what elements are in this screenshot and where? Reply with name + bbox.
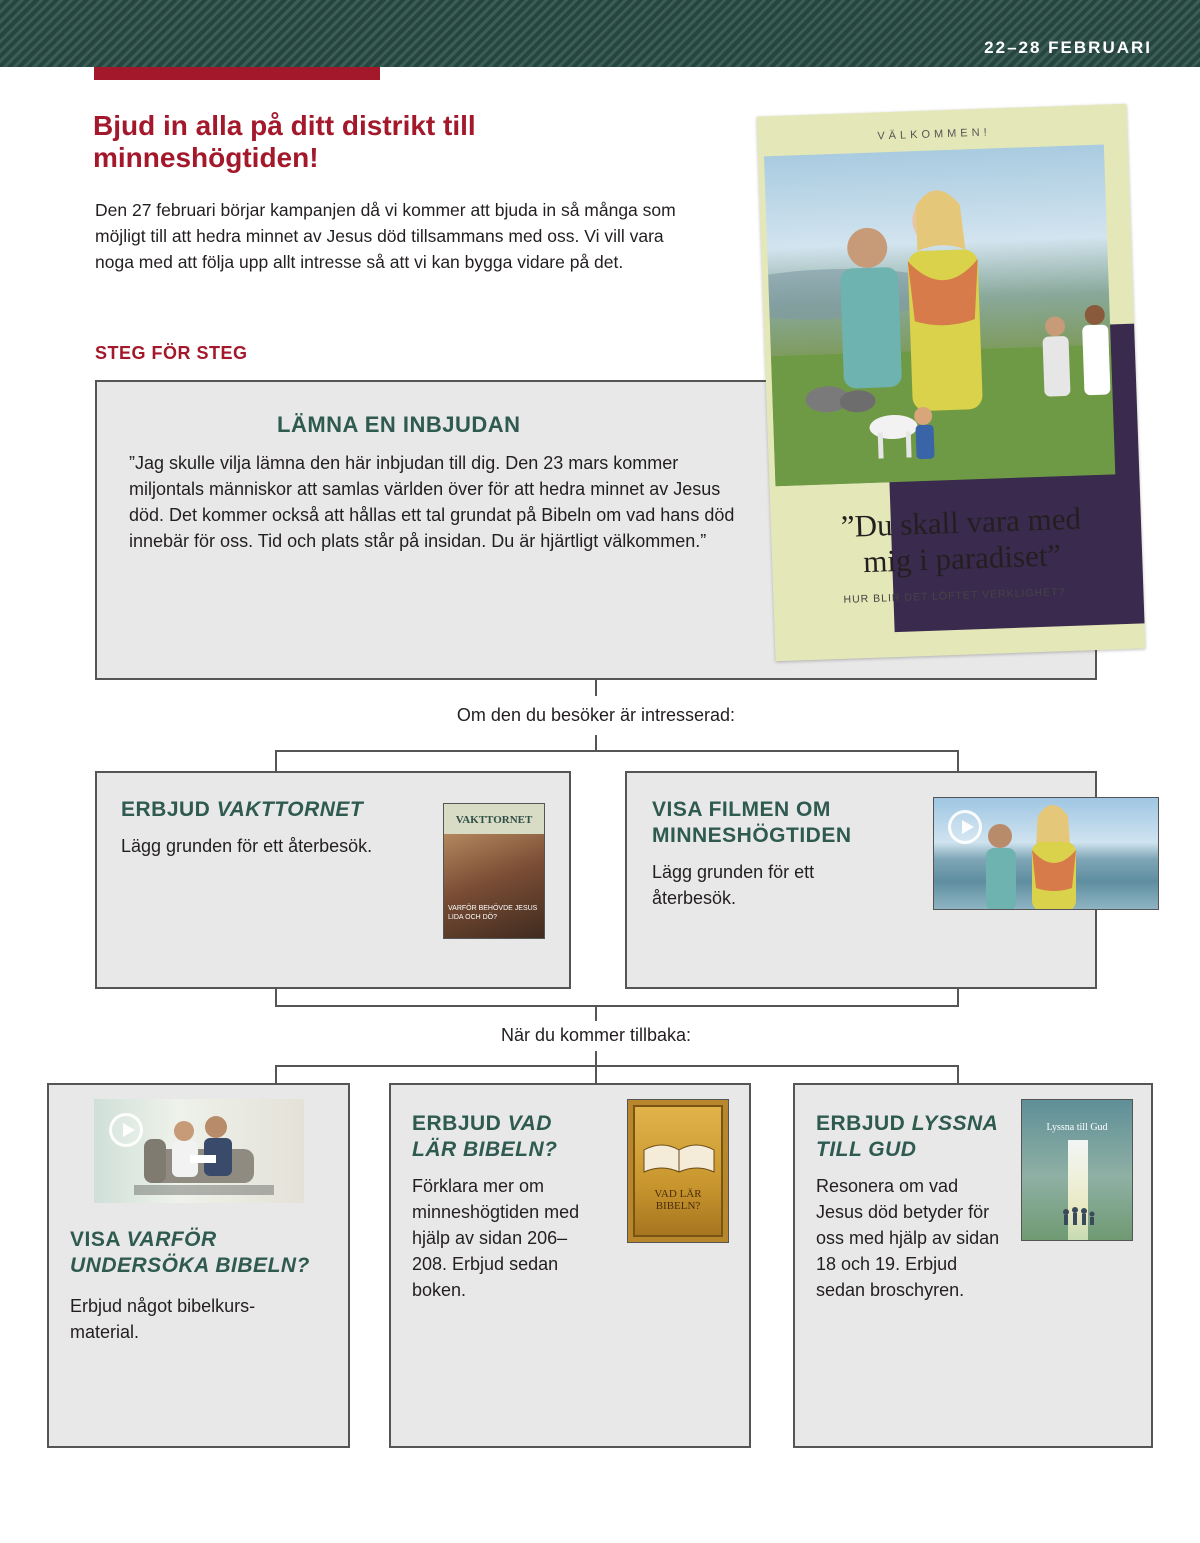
step-memorial-video-title bbox=[652, 797, 852, 849]
connector-line bbox=[275, 1065, 959, 1067]
book-title-line-1: VAD LÄR bbox=[654, 1188, 702, 1200]
paradise-illustration bbox=[764, 145, 1115, 487]
connector-line bbox=[595, 1065, 597, 1085]
tract-subtitle: HUR BLIR DET LÖFTET VERKLIGHET? bbox=[843, 586, 1066, 606]
watchtower-magazine-image bbox=[443, 803, 545, 939]
step-listen-to-god-title bbox=[816, 1111, 1006, 1163]
book-title bbox=[628, 1188, 728, 1212]
step-why-study-bible-text: Erbjud något bibelkurs-material. bbox=[70, 1296, 256, 1342]
header-date: 22–28 FEBRUARI bbox=[984, 38, 1152, 57]
step-watchtower-title-plain: ERBJUD bbox=[121, 798, 217, 821]
listen-to-god-brochure-image bbox=[1021, 1099, 1133, 1241]
magazine-cover-art bbox=[444, 834, 544, 939]
paradise-photo bbox=[764, 145, 1115, 487]
step-watchtower-text: Lägg grunden för ett återbesök. bbox=[121, 836, 373, 856]
play-icon[interactable] bbox=[948, 810, 982, 844]
caption-interested: Om den du besöker är intresserad: bbox=[456, 705, 736, 725]
step-invitation-text: ”Jag skulle vilja lämna den här inbjudan till dig. Den 23 mars kommer miljontals människor att samlas världen över för att hedra minnet av Jesus död. Det kommer också att hållas ett tal grundat på Bibeln om vad hans död innebär för oss. Tid och plats står på insidan. Du är hjärtligt välkommen.” bbox=[129, 453, 735, 551]
invitation-tract-image bbox=[757, 104, 1146, 662]
connector-line bbox=[957, 750, 959, 772]
step-bible-teach-text: Förklara mer om minneshögtiden med hjälp av sidan 206–208. Erbjud sedan boken. bbox=[412, 1176, 580, 1300]
section-label: STEG FÖR STEG bbox=[95, 343, 248, 363]
book-title-line-2: BIBELN? bbox=[655, 1200, 701, 1212]
step-listen-to-god-title-italic: LYSSNA TILL GUD bbox=[816, 1112, 998, 1161]
bible-study-video-thumbnail[interactable] bbox=[94, 1099, 304, 1203]
step-watchtower-box bbox=[95, 771, 571, 989]
step-bible-teach-title-italic: VAD LÄR BIBELN? bbox=[412, 1112, 558, 1161]
step-memorial-video-title-line-2: MINNESHÖGTIDEN bbox=[652, 824, 852, 847]
bible-teach-book-image bbox=[627, 1099, 729, 1243]
step-listen-to-god-text: Resonera om vad Jesus död betyder för oss med hjälp av sidan 18 och 19. Erbjud sedan broschyren. bbox=[816, 1176, 1000, 1300]
tract-quote bbox=[800, 499, 1122, 582]
page-title: Bjud in alla på ditt distrikt till minneshögtiden! bbox=[93, 110, 476, 173]
connector-line bbox=[275, 1005, 959, 1007]
step-bible-teach-title-plain: ERBJUD bbox=[412, 1112, 508, 1135]
open-bible-illustration bbox=[628, 1100, 729, 1243]
step-why-study-bible-title-italic: VARFÖR UNDERSÖKA BIBELN? bbox=[70, 1228, 310, 1277]
caption-return: När du kommer tillbaka: bbox=[500, 1025, 692, 1045]
step-watchtower-title-italic: VAKTTORNET bbox=[216, 798, 364, 821]
connector-line bbox=[275, 750, 277, 772]
play-icon[interactable] bbox=[109, 1113, 143, 1147]
connector-line bbox=[275, 750, 959, 752]
magazine-cover-text: VARFÖR BEHÖVDE JESUS LIDA OCH DÖ? bbox=[448, 905, 538, 921]
step-why-study-bible-box bbox=[47, 1083, 350, 1448]
magazine-title: VAKTTORNET bbox=[455, 814, 533, 826]
step-bible-teach-title bbox=[412, 1111, 602, 1163]
step-bible-teach-box bbox=[389, 1083, 751, 1448]
step-why-study-bible-title-plain: VISA bbox=[70, 1228, 127, 1251]
step-why-study-bible-title bbox=[70, 1227, 330, 1279]
step-invitation-title: LÄMNA EN INBJUDAN bbox=[277, 412, 521, 437]
header-band bbox=[0, 0, 1200, 67]
memorial-video-thumbnail[interactable] bbox=[933, 797, 1159, 910]
intro-paragraph: Den 27 februari börjar kampanjen då vi kommer att bjuda in så många som möjligt till att hedra minnet av Jesus död tillsammans med oss. Vi vill vara noga med att följa upp allt intresse så att vi kan bygga vidare på det. bbox=[95, 200, 676, 272]
step-memorial-video-title-line-1: VISA FILMEN OM bbox=[652, 798, 831, 821]
accent-bar bbox=[94, 67, 380, 80]
connector-line bbox=[595, 1005, 597, 1021]
connector-line bbox=[957, 1065, 959, 1085]
tract-quote-line-2: mig i paradiset” bbox=[862, 537, 1062, 580]
step-watchtower-title bbox=[121, 797, 363, 823]
connector-line bbox=[275, 1065, 277, 1085]
brochure-figures bbox=[1022, 1100, 1133, 1241]
brochure-title: Lyssna till Gud bbox=[1046, 1122, 1108, 1133]
tract-welcome: VÄLKOMMEN! bbox=[877, 126, 991, 143]
step-memorial-video-text: Lägg grunden för ett återbesök. bbox=[652, 862, 815, 908]
step-listen-to-god-box bbox=[793, 1083, 1153, 1448]
connector-line bbox=[595, 680, 597, 696]
step-listen-to-god-title-plain: ERBJUD bbox=[816, 1112, 912, 1135]
tract-quote-line-1: ”Du skall vara med bbox=[840, 500, 1082, 544]
